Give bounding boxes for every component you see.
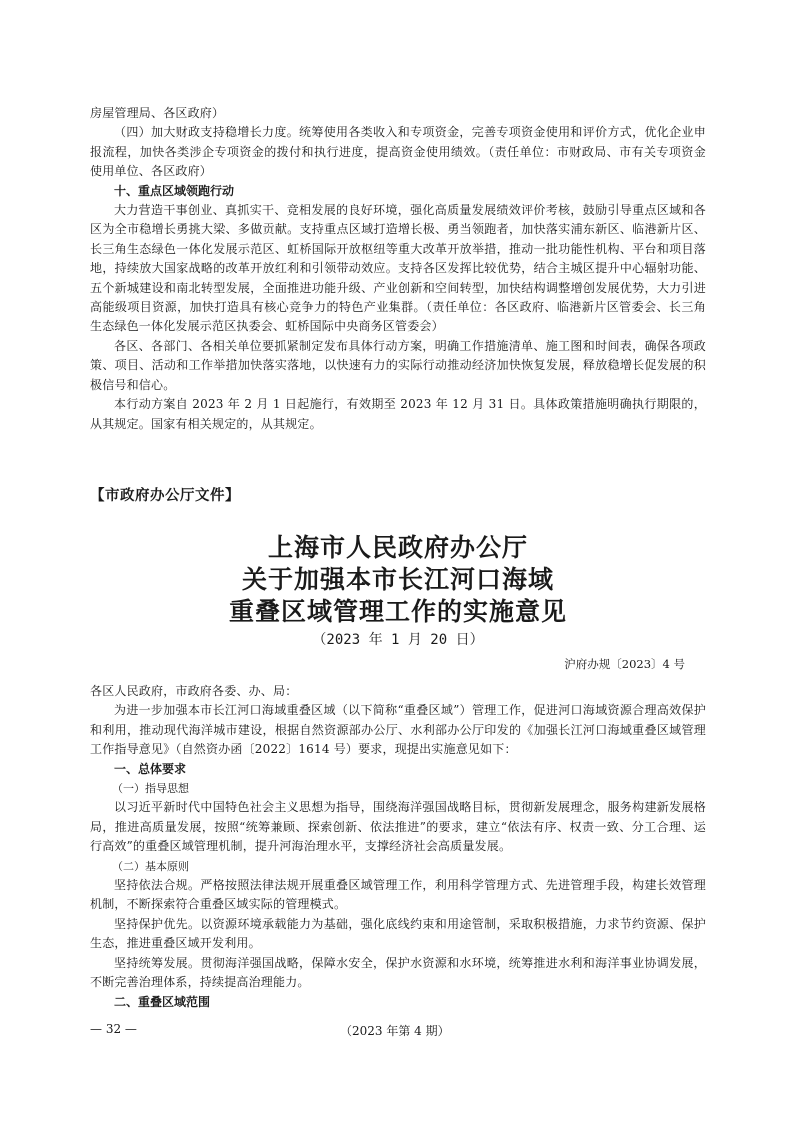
guiding-thought-paragraph: 以习近平新时代中国特色社会主义思想为指导，围绕海洋强国战略目标，贯彻新发展理念，服务构建新发展格局，推进高质量发展，按照“统筹兼顾、探索创新、依法推进”的要求，建立“依法有序、权责一致、分工合理、运行高效”的重叠区域管理机制，提升河海治理水平，支撑经济社会高质量发展。 [90,800,706,854]
section-heading-2: 二、重叠区域范围 [114,994,211,1009]
continued-section [90,104,706,434]
subheading-guiding-thought: （一）指导思想 [112,782,189,796]
subheading-basic-principles: （二）基本原则 [112,859,189,873]
principle-paragraph-2: 坚持保护优先。以资源环境承载能力为基础，强化底线约束和用途管制，采取积极措施，力求节约资源、保护生态，推进重叠区域开发利用。 [90,916,706,951]
addressee: 各区人民政府，市政府各委、办、局： [90,684,298,698]
continued-fragment: 房屋管理局、各区政府） [90,106,225,120]
document-title-block [90,532,706,650]
section-heading-10: 十、重点区域领跑行动 [114,183,235,198]
intro-paragraph: 为进一步加强本市长江河口海域重叠区域（以下简称“重叠区域”）管理工作，促进河口海域资源合理高效保护和利用，推动现代海洋城市建设，根据自然资源部办公厅、水利部办公厅印发的《加强长江河口海域重叠区域管理工作指导意见》（自然资办函〔2022〕1614 号）要求，现提出实施意见如下： [90,703,706,757]
document-number: 沪府办规〔2023〕4 号 [564,657,685,671]
effective-date-paragraph: 本行动方案自 2023 年 2 月 1 日起施行，有效期至 2023 年 12 月 31 日。具体政策措施明确执行期限的，从其规定。国家有相关规定的，从其规定。 [90,397,706,431]
document-body [90,682,706,1012]
section-heading-1: 一、总体要求 [114,761,187,776]
implementation-paragraph: 各区、各部门、各相关单位要抓紧制定发布具体行动方案，明确工作措施清单、施工图和时间表，确保各项政策、项目、活动和工作举措加快落实落地，以快速有力的实际行动推动经济加快恢复发展，释放稳增长促发展的积极信号和信心。 [90,338,706,392]
principle-paragraph-3: 坚持统筹发展。贯彻海洋强国战略，保障水安全，保护水资源和水环境，统筹推进水利和海洋事业协调发展，不断完善治理体系，持续提高治理能力。 [90,955,706,990]
document-title-line-3: 重叠区域管理工作的实施意见 [228,597,567,626]
section-label: 【市政府办公厅文件】 [90,488,240,504]
key-regions-paragraph: 大力营造干事创业、真抓实干、竞相发展的良好环境，强化高质量发展绩效评价考核，鼓励引导重点区域和各区为全市稳增长勇挑大梁、多做贡献。支持重点区域打造增长极、勇当领跑者，加快落实浦东新区、临港新片区、长三角生态绿色一体化发展示范区、虹桥国际开放枢纽等重大改革开放举措，推动一批功能性机构、平台和项目落地，持续放大国家战略的改革开放红利和引领带动效应。支持各区发挥比较优势，结合主城区提升中心辐射功能、五个新城建设和南北转型发展，全面推进功能升级、产业创新和空间转型，加快结构调整增创发展优势，大力引进高能级项目资源，加快打造具有核心竞争力的特色产业集群。（责任单位：各区政府、临港新片区管委会、长三角生态绿色一体化发展示范区执委会、虹桥国际中央商务区管委会） [90,203,706,334]
finance-support-paragraph: （四）加大财政支持稳增长力度。统筹使用各类收入和专项资金，完善专项资金使用和评价方式，优化企业申报流程，加快各类涉企专项资金的拨付和执行进度，提高资金使用绩效。（责任单位：市财政局、市有关专项资金使用单位、各区政府） [90,125,706,179]
issue-number: （2023 年第 4 期） [340,1024,450,1038]
page-number: — 32 — [90,1022,137,1036]
page-footer [90,1022,706,1042]
document-title-line-2: 关于加强本市长江河口海域 [241,565,554,594]
document-title-line-1: 上海市人民政府办公厅 [267,533,528,562]
document-date: （2023 年 1 月 20 日） [312,632,484,648]
principle-paragraph-1: 坚持依法合规。严格按照法律法规开展重叠区域管理工作，利用科学管理方式、先进管理手段，构建长效管理机制，不断探索符合重叠区域实际的管理模式。 [90,878,706,912]
